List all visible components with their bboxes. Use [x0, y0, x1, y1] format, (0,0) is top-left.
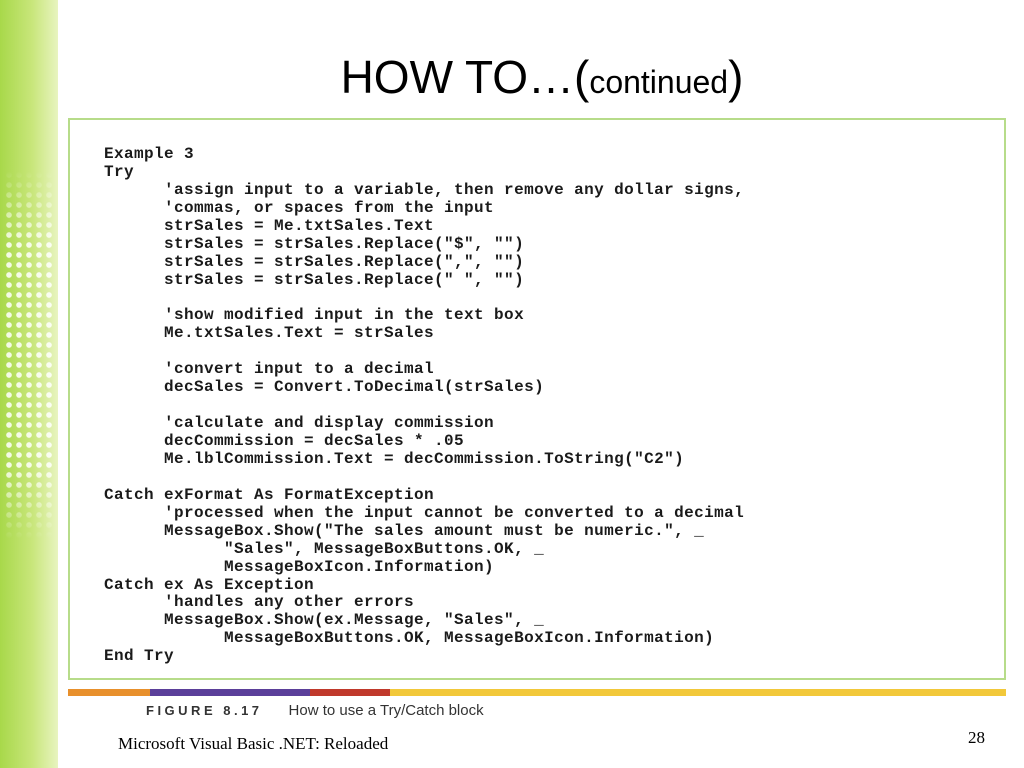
figure-rule-red — [310, 689, 390, 696]
code-line: decSales = Convert.ToDecimal(strSales) — [104, 378, 545, 397]
figure-caption — [146, 700, 484, 720]
code-line: 'convert input to a decimal — [104, 360, 435, 379]
page-number: 28 — [968, 728, 985, 747]
code-line: MessageBoxIcon.Information) — [104, 557, 495, 576]
code-line: 'show modified input in the text box — [104, 306, 525, 325]
code-line: 'commas, or spaces from the input — [104, 198, 495, 217]
code-line: 'assign input to a variable, then remove any dollar signs, — [104, 180, 745, 199]
slide-title — [60, 50, 1024, 105]
code-line: End Try — [104, 647, 175, 666]
figure-rule-purple — [150, 689, 310, 696]
code-line: 'processed when the input cannot be converted to a decimal — [104, 503, 745, 522]
code-line — [104, 290, 744, 308]
code-line: Me.lblCommission.Text = decCommission.ToString("C2") — [104, 449, 685, 468]
code-line — [104, 343, 744, 361]
code-line: MessageBox.Show(ex.Message, "Sales", _ — [104, 611, 545, 630]
code-line: strSales = strSales.Replace(",", "") — [104, 252, 525, 271]
code-line: Try — [104, 162, 135, 181]
code-figure — [68, 118, 1006, 680]
code-line: strSales = strSales.Replace("$", "") — [104, 234, 525, 253]
title-close: ) — [728, 51, 744, 103]
code-line: MessageBoxButtons.OK, MessageBoxIcon.Information) — [104, 629, 715, 648]
code-heading: Example 3 — [104, 145, 195, 163]
code-line: "Sales", MessageBoxButtons.OK, _ — [104, 539, 545, 558]
figure-caption-text: How to use a Try/Catch block — [288, 701, 484, 719]
code-line: Me.txtSales.Text = strSales — [104, 324, 435, 343]
code-line: 'handles any other errors — [104, 593, 415, 612]
code-line: strSales = strSales.Replace(" ", "") — [104, 270, 525, 289]
code-line: Catch exFormat As FormatException — [104, 485, 435, 504]
figure-label: FIGURE 8.17 — [146, 702, 263, 718]
footer-text: Microsoft Visual Basic .NET: Reloaded — [118, 734, 389, 753]
code-line: strSales = Me.txtSales.Text — [104, 216, 435, 235]
decorative-side-bar — [0, 0, 58, 768]
title-main: HOW TO…( — [340, 51, 590, 103]
code-line: 'calculate and display commission — [104, 414, 495, 433]
code-line — [104, 397, 744, 415]
code-line: decCommission = decSales * .05 — [104, 432, 465, 450]
code-line: MessageBox.Show("The sales amount must be numeric.", _ — [104, 521, 705, 540]
figure-rule-orange — [68, 689, 150, 696]
code-listing — [104, 146, 744, 666]
dot-pattern — [4, 170, 52, 540]
code-line: Catch ex As Exception — [104, 575, 315, 594]
title-sub: continued — [589, 64, 729, 100]
code-line — [104, 469, 744, 487]
